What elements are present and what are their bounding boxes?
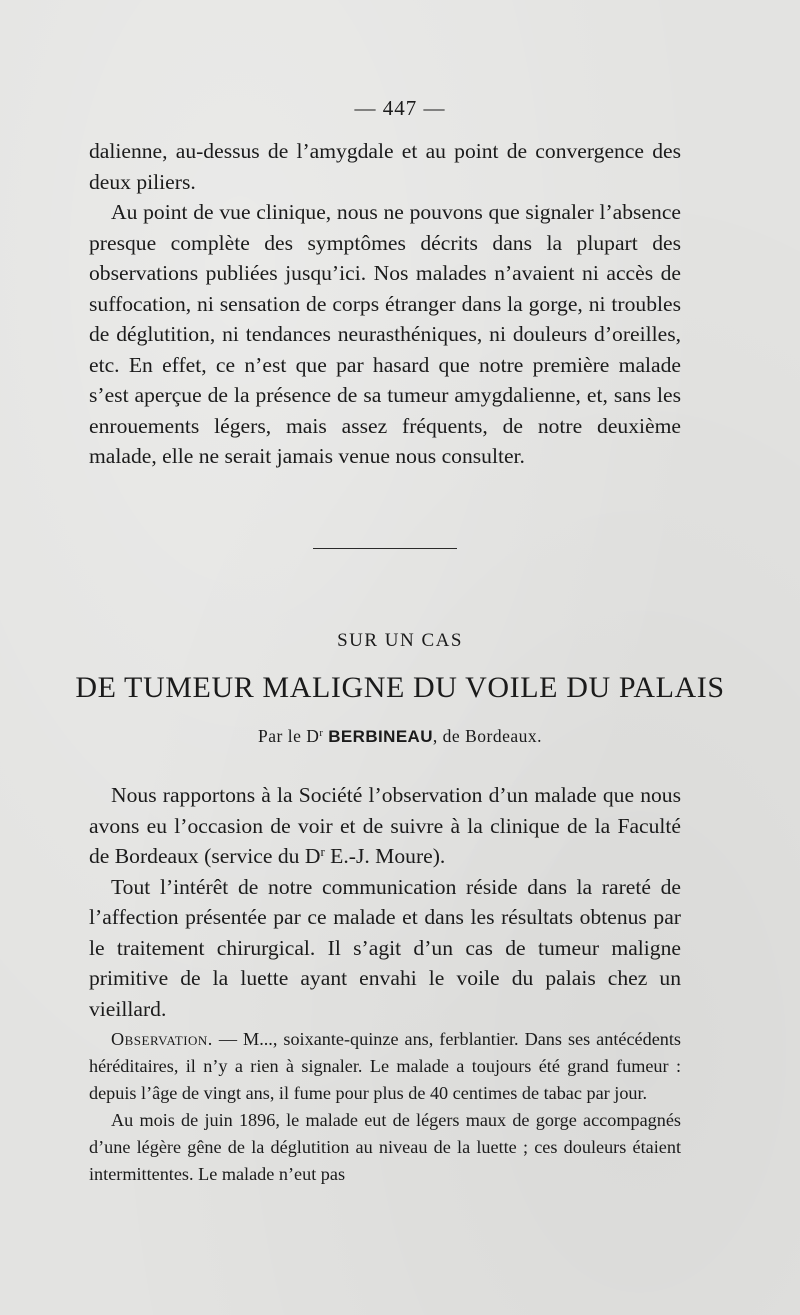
section-divider (313, 548, 457, 549)
intro-sup: r (320, 843, 325, 859)
interest-paragraph: Tout l’intérêt de notre communication réside dans la rareté de l’affection présentée par ce malade et dans les résultats obtenus par le traitement chirurgical. Il s’agit d’un cas de tumeur maligne primitive de la luette ayant envahi le voile du palais chez un vieillard. (89, 874, 681, 1021)
byline-prefix-sup: r (319, 728, 324, 740)
continuation-paragraph: dalienne, au-dessus de l’amygdale et au point de convergence des deux piliers. (89, 139, 681, 194)
intro-paragraph (89, 780, 681, 872)
clinical-paragraph: Au point de vue clinique, nous ne pouvons que signaler l’absence presque complète des symptômes décrits dans la plupart des observations publiées jusqu’ici. Nos malades n’avaient ni accès de suffocation, ni sensation de corps étranger dans la gorge, ni troubles de déglutition, ni tendances neurasthéniques, ni douleurs d’oreilles, etc. En effet, ce n’est que par hasard que notre première malade s’est aperçue de la présence de sa tumeur amygdalienne, et, sans les enrouements légers, mais assez fréquents, de notre deuxième malade, elle ne serait jamais venue nous consulter. (89, 200, 681, 468)
article-subtitle: SUR UN CAS (337, 630, 463, 651)
observation-text: — M..., soixante-quinze ans, ferblantier. Dans ses antécédents héréditaires, il n’y a rien à signaler. Le malade a toujours été grand fumeur : depuis l’âge de vingt ans, il fume pour plus de 40 centimes de tabac par jour. (89, 1029, 681, 1103)
observation-paragraph (89, 1026, 681, 1107)
observation-label: Observation. (111, 1029, 213, 1049)
observation-section (89, 1026, 681, 1188)
byline-suffix: , de Bordeaux. (432, 726, 542, 746)
intro-text-before: Nous rapportons à la Société l’observation d’un malade que nous avons eu l’occasion de voir et de suivre à la clinique de la Faculté de Bordeaux (service du D (89, 783, 681, 868)
history-paragraph: Au mois de juin 1896, le malade eut de légers maux de gorge accompagnés d’une légère gêne de la déglutition au niveau de la luette ; ces douleurs étaient intermittentes. Le malade n’eut pas (89, 1110, 681, 1184)
page-number: — 447 — (354, 96, 446, 120)
author-name: BERBINEAU (328, 727, 433, 746)
article-intro (89, 780, 681, 1024)
article-title: DE TUMEUR MALIGNE DU VOILE DU PALAIS (75, 671, 725, 704)
intro-text-after: E.-J. Moure). (324, 844, 446, 868)
continuation-text (89, 136, 681, 472)
byline-prefix: Par le D (258, 726, 320, 746)
article-byline (0, 726, 800, 747)
